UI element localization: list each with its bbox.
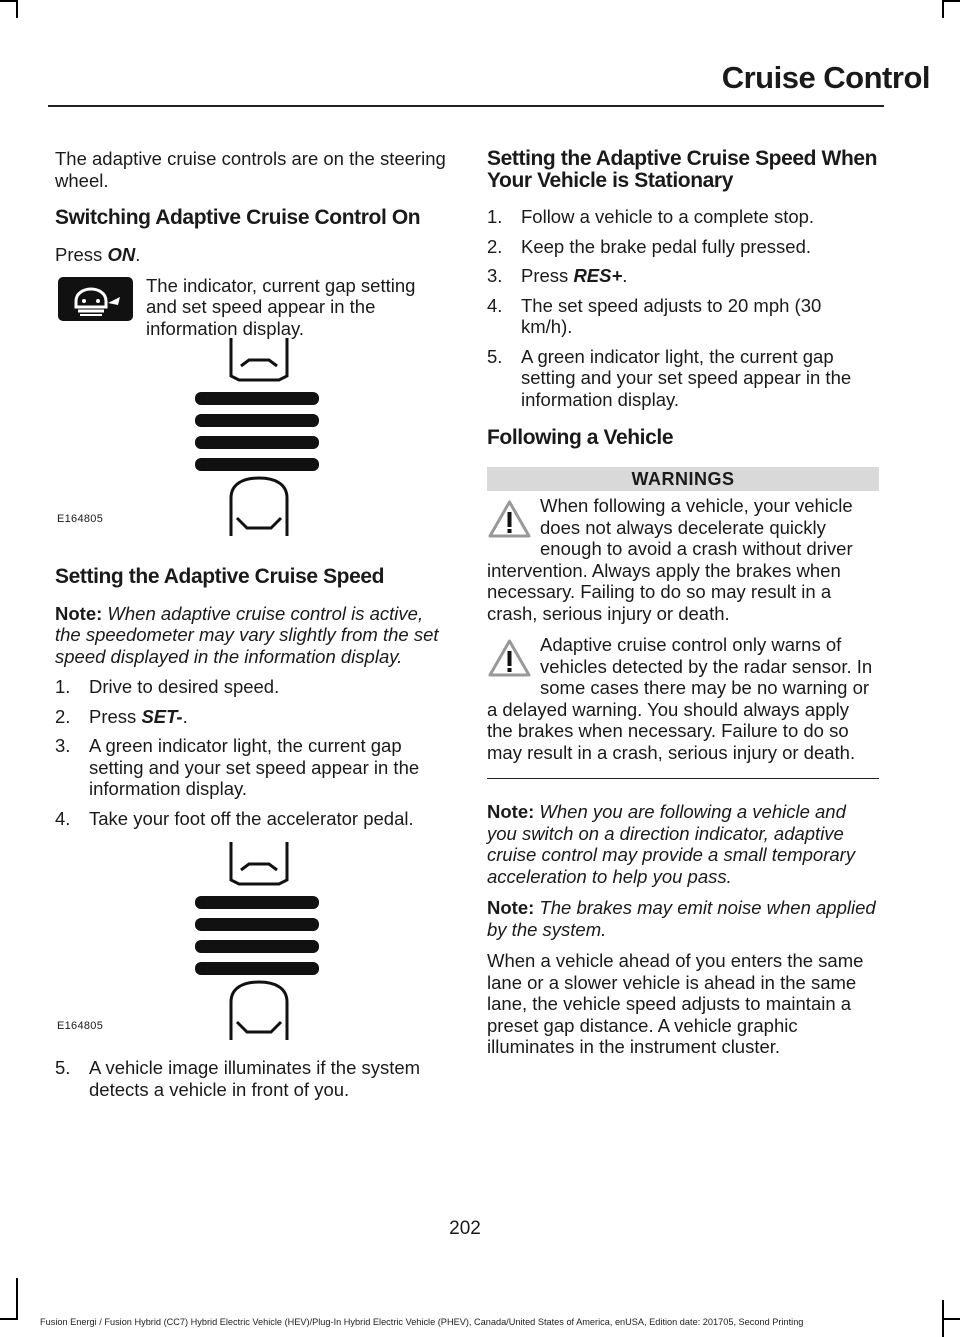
note-speedometer: [55, 603, 447, 668]
step-text: A green indicator light, the current gap setting and your set speed appear in the information display.: [89, 735, 420, 799]
press-on-instruction: [55, 244, 447, 266]
heading-switching-on: Switching Adaptive Cruise Control On: [55, 206, 421, 229]
list-item: [55, 808, 447, 830]
on-key-label: ON: [107, 244, 136, 265]
header-rule: [48, 105, 884, 107]
step-text: Drive to desired speed.: [89, 676, 280, 697]
step-text: A green indicator light, the current gap setting and your set speed appear in the information display.: [521, 345, 852, 410]
figure-code: E164805: [57, 512, 104, 525]
heading-setting-speed: Setting the Adaptive Cruise Speed: [55, 564, 385, 588]
heading-stationary: Setting the Adaptive Cruise Speed When Your Vehicle is Stationary: [487, 147, 878, 192]
note-text: The brakes may emit noise when applied by the system.: [487, 897, 876, 940]
step-text: Press: [521, 265, 574, 286]
set-minus-key-label: SET-: [141, 705, 183, 727]
note-text: When adaptive cruise control is active, the speedometer may vary slightly from the set speed displayed in the information display.: [55, 602, 439, 667]
step-text: The set speed adjusts to 20 mph (30 km/h).: [521, 294, 822, 337]
page-title: Cruise Control: [721, 60, 930, 95]
step-number: 4.: [487, 294, 503, 316]
note-label: Note:: [487, 801, 535, 822]
step-text: Keep the brake pedal fully pressed.: [521, 235, 812, 257]
intro-paragraph: The adaptive cruise controls are on the steering wheel.: [55, 148, 446, 191]
list-item: [55, 676, 447, 698]
gap-diagram-graphic: [193, 338, 323, 538]
list-item: [55, 735, 447, 800]
stationary-steps-list: [487, 206, 879, 410]
step-number: 4.: [55, 807, 71, 829]
crop-mark: [942, 0, 960, 2]
press-prefix: Press: [55, 244, 108, 265]
page-number: 202: [449, 1218, 481, 1239]
right-column: [487, 148, 879, 1058]
list-item: [55, 706, 447, 728]
step-number: 3.: [55, 735, 71, 756]
list-item: [487, 295, 879, 338]
crop-mark: [16, 0, 18, 18]
step-text-suffix: .: [622, 265, 628, 286]
note-brakes-noise: [487, 897, 879, 940]
step-text: Follow a vehicle to a complete stop.: [521, 206, 815, 227]
note-direction-indicator: [487, 801, 879, 887]
figure-code: E164805: [57, 1020, 104, 1032]
crop-mark: [942, 0, 944, 18]
warnings-header: WARNINGS: [487, 467, 879, 491]
note-label: Note:: [487, 897, 535, 918]
step-text: A vehicle image illuminates if the system detects a vehicle in front of you.: [89, 1057, 421, 1100]
note-text: When you are following a vehicle and you switch on a direction indicator, adaptive cruise control may provide a small temporary acceleration to help you pass.: [487, 801, 856, 887]
left-column: [55, 148, 447, 1100]
gap-setting-figure-2: [55, 842, 447, 1042]
list-item: [55, 1057, 447, 1100]
indicator-description: The indicator, current gap setting and set speed appear in the information display.: [146, 274, 416, 339]
warning-block-2: [487, 634, 879, 763]
list-item: [487, 346, 879, 411]
warning-text-1: When following a vehicle, your vehicle does not always decelerate quickly enough to avoid a crash without driver intervention. Always apply the brakes when necessary. Failing to do so may result in a crash, serious injury or death.: [487, 495, 853, 624]
res-plus-key-label: RES+: [573, 265, 623, 286]
step-text-suffix: .: [182, 705, 188, 727]
step-number: 5.: [55, 1057, 71, 1078]
adaptive-cruise-indicator-icon: [58, 277, 133, 321]
step-number: 2.: [487, 235, 503, 257]
step-text: Press: [89, 705, 142, 727]
crop-mark: [16, 1278, 18, 1320]
press-suffix: .: [135, 244, 141, 265]
warning-text-2: Adaptive cruise control only warns of vehicles detected by the radar sensor. In some cases there may be no warning or a delayed warning. You should always apply the brakes when necessary. Failure to do so may result in a crash, serious injury or death.: [487, 634, 873, 763]
warning-triangle-icon: [487, 638, 532, 678]
gap-setting-figure-1: [55, 338, 447, 538]
list-item: [487, 236, 879, 258]
following-paragraph: When a vehicle ahead of you enters the same lane or a slower vehicle is ahead in the same lane, the vehicle speed adjusts to maintain a preset gap distance. A vehicle graphic illuminates in the instrument cluster.: [487, 950, 864, 1057]
step-number: 5.: [487, 345, 503, 367]
step-number: 1.: [487, 206, 503, 227]
step-number: 2.: [55, 705, 71, 727]
heading-following-vehicle: Following a Vehicle: [487, 426, 674, 449]
step-number: 1.: [55, 676, 71, 697]
footer-document-info: Fusion Energi / Fusion Hybrid (CC7) Hybrid Electric Vehicle (HEV)/Plug-In Hybrid Electric Vehicle (PHEV), Canada/United States of America, enUSA, Edition date: 201705, Second Printing: [40, 1317, 804, 1327]
gap-diagram-graphic: [193, 842, 323, 1042]
step-text: Take your foot off the accelerator pedal.: [89, 807, 414, 829]
crop-mark: [942, 1300, 944, 1337]
list-item: [487, 265, 879, 287]
crop-mark: [942, 1318, 960, 1320]
note-label: Note:: [55, 602, 103, 624]
crop-mark: [0, 1318, 18, 1320]
setting-steps-list: [55, 676, 447, 829]
step-number: 3.: [487, 265, 503, 286]
list-item: [487, 206, 879, 228]
warning-block-1: [487, 495, 879, 624]
warnings-end-rule: [487, 778, 879, 779]
warning-triangle-icon: [487, 499, 532, 539]
indicator-block: [55, 274, 447, 339]
setting-steps-list-continued: [55, 1057, 447, 1100]
